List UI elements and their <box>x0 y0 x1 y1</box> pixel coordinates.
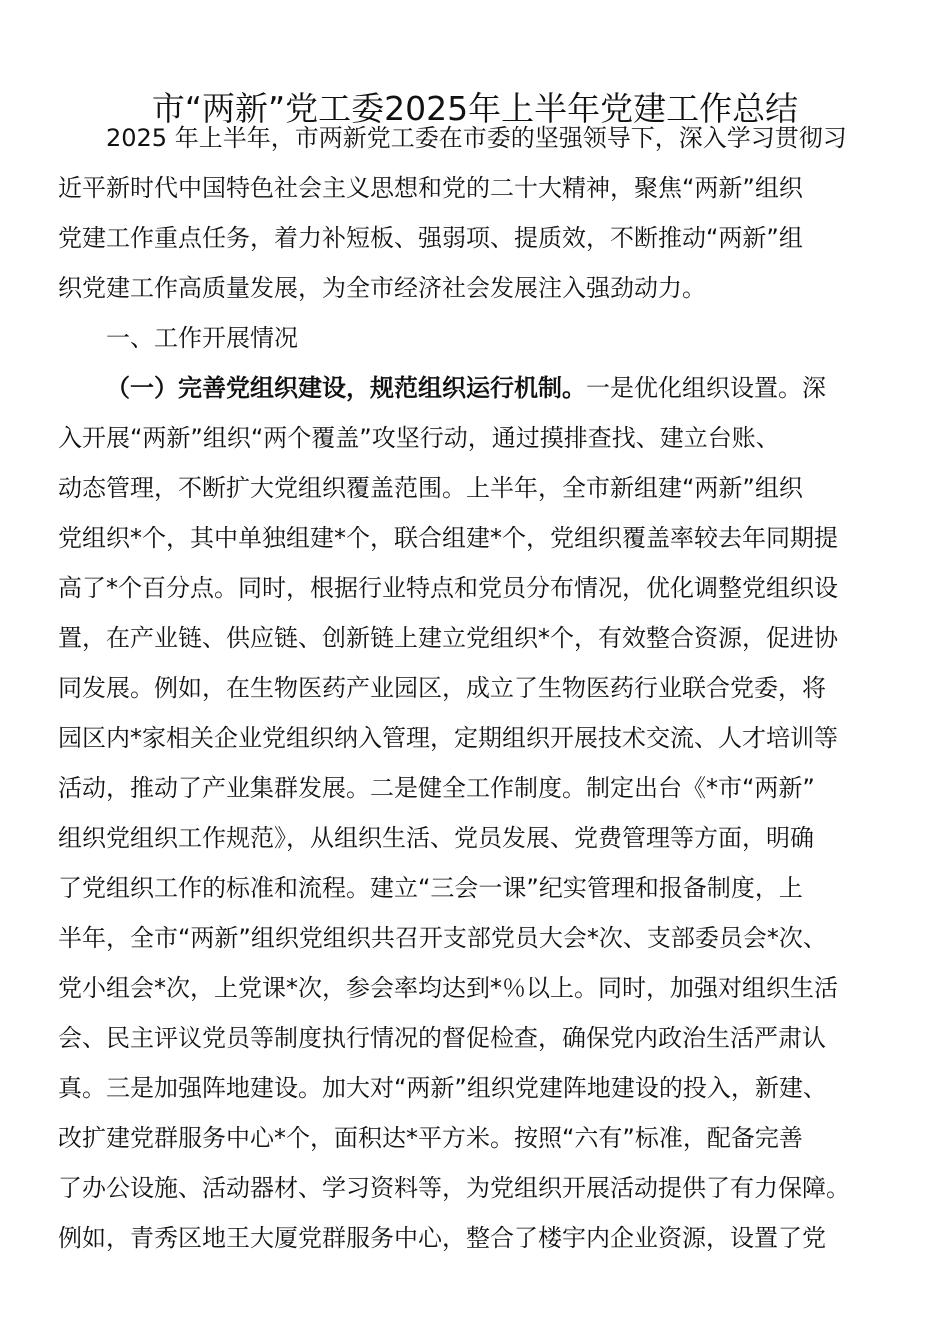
paragraph-line: 2025 年上半年，市两新党工委在市委的坚强领导下，深入学习贯彻习 <box>106 124 847 152</box>
paragraph-line: 织党建工作高质量发展，为全市经济社会发展注入强劲动力。 <box>58 274 706 302</box>
paragraph-line: 近平新时代中国特色社会主义思想和党的二十大精神，聚焦“两新”组织 <box>58 174 803 202</box>
paragraph-line: 了办公设施、活动器材、学习资料等，为党组织开展活动提供了有力保障。 <box>58 1174 850 1202</box>
paragraph-line: 高了*个百分点。同时，根据行业特点和党员分布情况，优化调整党组织设 <box>58 574 838 602</box>
paragraph-line: 会、民主评议党员等制度执行情况的督促检查，确保党内政治生活严肃认 <box>58 1024 826 1052</box>
document-title: 市“两新”党工委2025年上半年党建工作总结 <box>151 89 799 129</box>
paragraph-line: 例如，青秀区地王大厦党群服务中心，整合了楼宇内企业资源，设置了党 <box>58 1224 826 1252</box>
subsection-text: 一是优化组织设置。深 <box>586 374 826 402</box>
paragraph-line: 组织党组织工作规范》，从组织生活、党员发展、党费管理等方面，明确 <box>58 824 814 852</box>
subsection-line <box>106 370 826 406</box>
subsection-heading: （一）完善党组织建设，规范组织运行机制。 <box>106 374 586 402</box>
paragraph-line: 党建工作重点任务，着力补短板、强弱项、提质效，不断推动“两新”组 <box>58 224 803 252</box>
paragraph-line: 党组织*个，其中单独组建*个，联合组建*个，党组织覆盖率较去年同期提 <box>58 524 838 552</box>
paragraph-line: 了党组织工作的标准和流程。建立“三会一课”纪实管理和报备制度，上 <box>58 874 803 902</box>
paragraph-line: 改扩建党群服务中心*个，面积达*平方米。按照“六有”标准，配备完善 <box>58 1124 803 1152</box>
section-heading: 一、工作开展情况 <box>106 324 298 352</box>
paragraph-line: 活动，推动了产业集群发展。二是健全工作制度。制定出台《*市“两新” <box>58 774 815 802</box>
paragraph-line: 党小组会*次，上党课*次，参会率均达到*％以上。同时，加强对组织生活 <box>58 974 838 1002</box>
paragraph-line: 同发展。例如，在生物医药产业园区，成立了生物医药行业联合党委，将 <box>58 674 826 702</box>
paragraph-line: 园区内*家相关企业党组织纳入管理，定期组织开展技术交流、人才培训等 <box>58 724 838 752</box>
paragraph-line: 入开展“两新”组织“两个覆盖”攻坚行动，通过摸排查找、建立台账、 <box>58 424 780 452</box>
paragraph-line: 真。三是加强阵地建设。加大对“两新”组织党建阵地建设的投入，新建、 <box>58 1074 827 1102</box>
paragraph-line: 半年，全市“两新”组织党组织共召开支部党员大会*次、支部委员会*次、 <box>58 924 827 952</box>
paragraph-line: 动态管理，不断扩大党组织覆盖范围。上半年，全市新组建“两新”组织 <box>58 474 803 502</box>
paragraph-line: 置，在产业链、供应链、创新链上建立党组织*个，有效整合资源，促进协 <box>58 624 838 652</box>
